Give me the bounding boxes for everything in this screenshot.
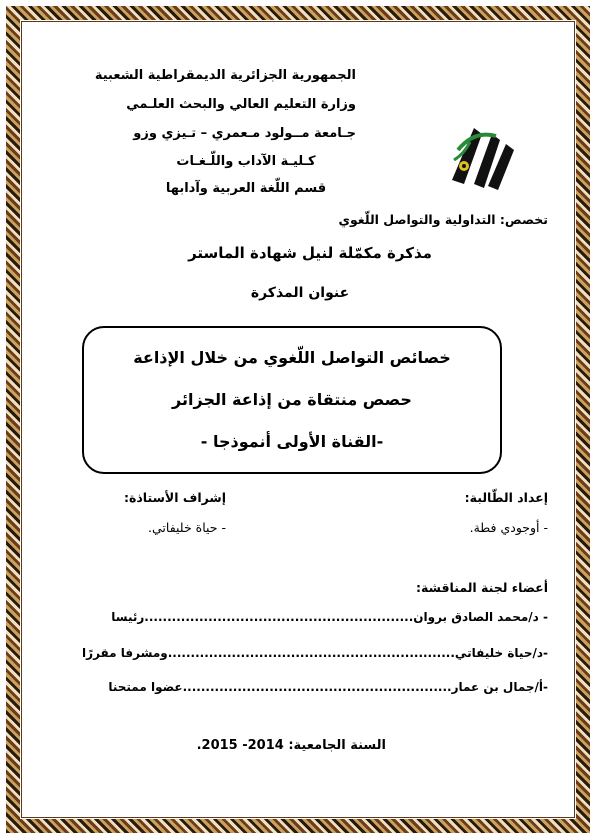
republic-name: الجمهورية الجزائرية الديمقراطية الشعبية — [94, 68, 356, 83]
faculty-name: كـليـة الآداب واللّـغـات — [176, 154, 316, 169]
ministry-name: وزارة التعليم العالي والبحث العلـمي — [126, 97, 356, 112]
supervisor-name: - حياة خليفاتي. — [148, 520, 226, 535]
memo-type: مذكرة مكمّلة لنيل شهادة الماستر — [188, 244, 432, 262]
academic-year: السنة الجامعية: 2014- 2015. — [196, 738, 386, 753]
thesis-title-line-3: -القناة الأولى أنموذجا - — [200, 432, 384, 451]
jury-dots: ........................................................... — [182, 680, 452, 694]
thesis-title-line-2: حصص منتقاة من إذاعة الجزائر — [172, 390, 412, 409]
thesis-title-box — [82, 326, 502, 474]
jury-member-row — [48, 680, 548, 694]
jury-member-row — [48, 646, 548, 660]
university-logo-icon — [444, 120, 522, 198]
jury-label: أعضاء لجنة المناقشة: — [416, 580, 548, 595]
student-label: إعداد الطّالبة: — [464, 490, 548, 505]
jury-member-name: - د/محمد الصادق بروان — [413, 610, 548, 624]
department-name: قسم اللّغة العربية وآدابها — [165, 181, 327, 196]
specialty: تخصص: التداولية والتواصل اللّغوي — [338, 212, 548, 227]
jury-member-role: عضوا ممتحنا — [108, 680, 183, 694]
jury-member-name: -أ/جمال بن عمار — [451, 680, 548, 694]
jury-member-row — [48, 610, 548, 624]
supervisor-label: إشراف الأستاذة: — [124, 490, 226, 505]
jury-member-name: -د/حياة خليفاتي — [454, 646, 548, 660]
university-name: جـامعة مــولود مـعمري – تـيزي وزو — [133, 126, 356, 141]
student-name: - أوجودي فطة. — [469, 520, 548, 535]
jury-member-role: ومشرفا مقررًا — [82, 646, 168, 660]
jury-member-role: رئيسا — [111, 610, 145, 624]
title-label: عنوان المذكرة — [250, 285, 350, 301]
jury-dots: ............................................................... — [167, 646, 455, 660]
jury-dots: ........................................................... — [144, 610, 414, 624]
thesis-title-line-1: خصائص التواصل اللّغوي من خلال الإذاعة — [133, 348, 451, 367]
